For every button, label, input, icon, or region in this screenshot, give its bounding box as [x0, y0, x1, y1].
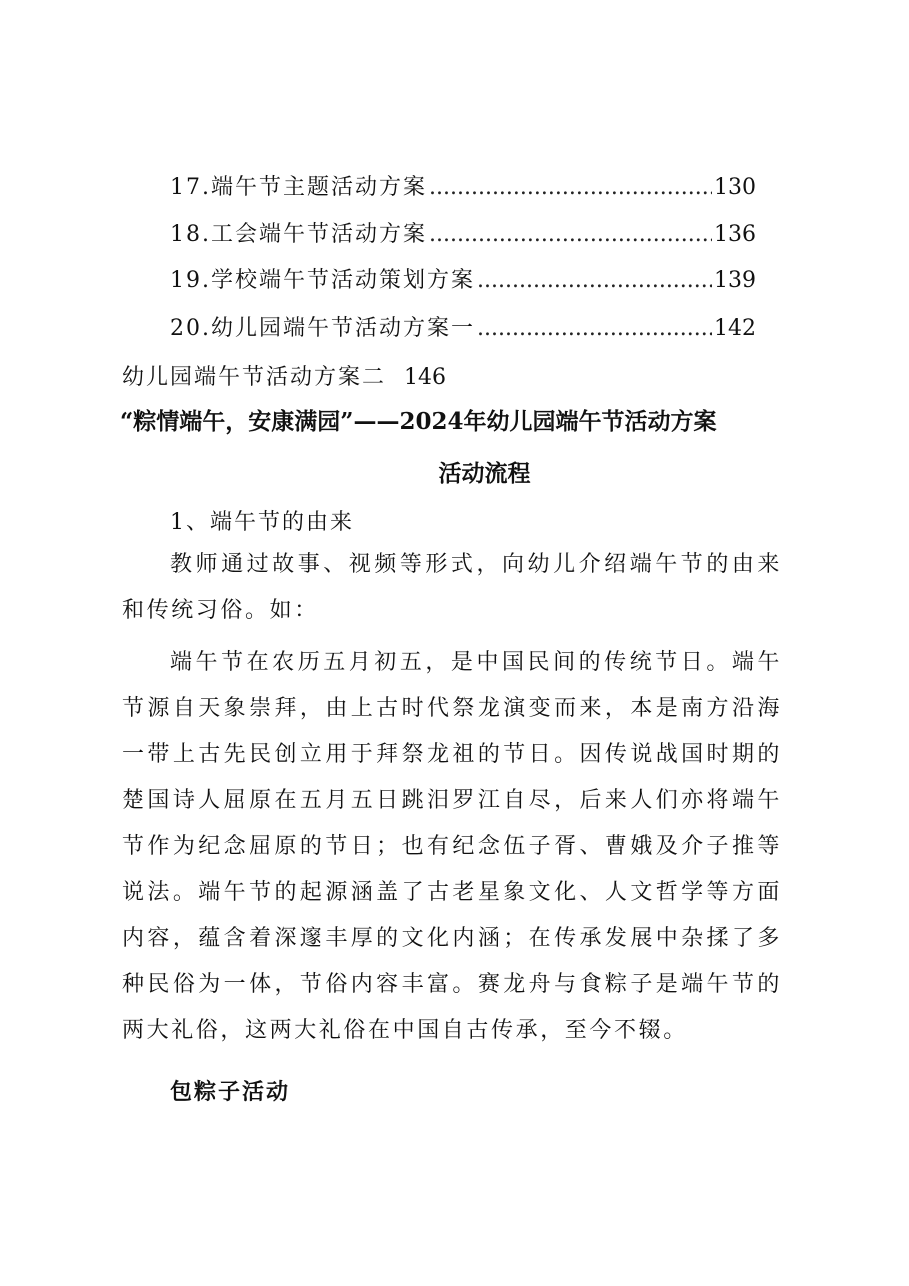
toc-entry-page: 130: [714, 175, 756, 200]
toc-entry-page: 136: [714, 222, 756, 247]
toc-entry-label: 17.端午节主题活动方案: [170, 175, 427, 200]
toc-entry[interactable]: [170, 263, 756, 295]
section-heading: 1、端午节的由来: [170, 510, 354, 535]
body-paragraph: 端午节在农历五月初五，是中国民间的传统节日。端午节源自天象崇拜，由上古时代祭龙演变而来，本是南方沿海一带上古先民创立用于拜祭龙祖的节日。因传说战国时期的楚国诗人屈原在五月五日跳汨罗江自尽，后来人们亦将端午节作为纪念屈原的节日；也有纪念伍子胥、曹娥及介子推等说法。端午节的起源涵盖了古老星象文化、人文哲学等方面内容，蕴含着深邃丰厚的文化内涵；在传承发展中杂揉了多种民俗为一体，节俗内容丰富。赛龙舟与食粽子是端午节的两大礼俗，这两大礼俗在中国自古传承，至今不辍。: [122, 650, 782, 1043]
toc-entry[interactable]: [170, 170, 756, 202]
toc-entry-label: 19.学校端午节活动策划方案: [170, 268, 475, 293]
body-paragraph: 教师通过故事、视频等形式，向幼儿介绍端午节的由来和传统习俗。如：: [122, 552, 782, 623]
toc-entry-label: 幼儿园端午节活动方案二: [122, 365, 387, 390]
toc-leader-dots: [477, 316, 712, 341]
toc-leader-dots: [429, 175, 712, 200]
document-title: “粽情端午，安康满园”——2024年幼儿园端午节活动方案: [120, 408, 717, 435]
toc-entry-page: 146: [404, 365, 447, 390]
section-subtitle: 活动流程: [438, 460, 531, 487]
toc-leader-dots: [477, 268, 712, 293]
section-heading: 包粽子活动: [170, 1079, 291, 1105]
toc-entry-plain[interactable]: [122, 360, 446, 391]
toc-entry[interactable]: [170, 217, 756, 249]
toc-leader-dots: [429, 222, 712, 247]
toc-entry-page: 142: [714, 316, 756, 341]
toc-entry[interactable]: [170, 311, 756, 343]
toc-entry-page: 139: [714, 268, 756, 293]
toc-entry-label: 20.幼儿园端午节活动方案一: [170, 316, 475, 341]
toc-entry-label: 18.工会端午节活动方案: [170, 222, 427, 247]
